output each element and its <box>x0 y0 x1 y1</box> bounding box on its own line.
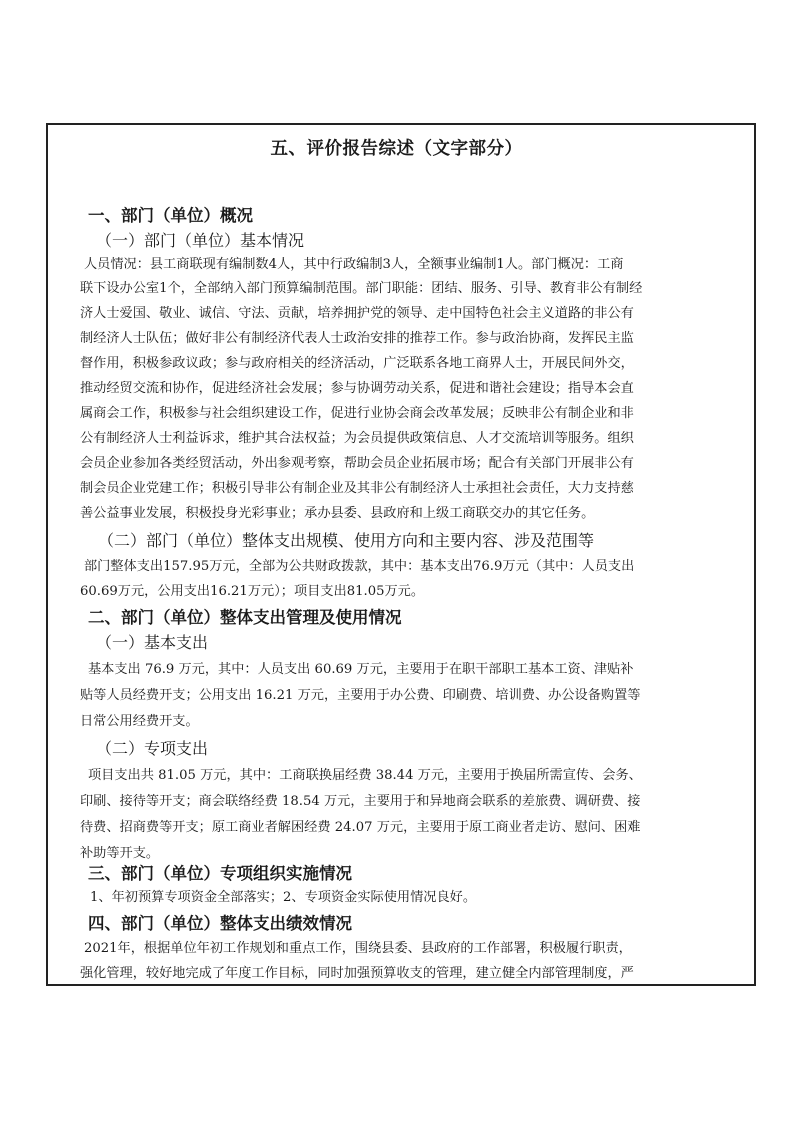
paragraph-line: 人员情况：县工商联现有编制数4人，其中行政编制3人，全额事业编制1人。部门概况：工商 <box>84 257 624 272</box>
paragraph-line: 善公益事业发展，积极投身光彩事业；承办县委、县政府和上级工商联交办的其它任务。 <box>80 506 595 521</box>
paragraph-line: 日常公用经费开支。 <box>80 714 199 729</box>
section-2-heading: 二、部门（单位）整体支出管理及使用情况 <box>88 608 402 627</box>
paragraph-line: 强化管理，较好地完成了年度工作目标，同时加强预算收支的管理，建立健全内部管理制度，严 <box>80 966 634 981</box>
paragraph-line: 济人士爱国、敬业、诚信、守法、贡献，培养拥护党的领导、走中国特色社会主义道路的非公有 <box>80 306 634 321</box>
paragraph-line: 60.69万元，公用支出16.21万元）；项目支出81.05万元。 <box>80 584 425 599</box>
paragraph-line: 基本支出 76.9 万元，其中：人员支出 60.69 万元，主要用于在职干部职工基本工资、津贴补 <box>88 662 634 677</box>
paragraph-line: 制经济人士队伍；做好非公有制经济代表人士政治安排的推荐工作。参与政治协商，发挥民主监 <box>80 331 634 346</box>
paragraph-line: 1、年初预算专项资金全部落实；2、专项资金实际使用情况良好。 <box>90 890 477 905</box>
section-2-1-heading: （一）基本支出 <box>96 633 209 652</box>
section-1-heading: 一、部门（单位）概况 <box>88 206 253 225</box>
paragraph-line: 补助等开支。 <box>80 846 160 861</box>
section-1-2-heading: （二）部门（单位）整体支出规模、使用方向和主要内容、涉及范围等 <box>98 531 595 550</box>
paragraph-line: 项目支出共 81.05 万元，其中：工商联换届经费 38.44 万元，主要用于换届所需宣传、会务、 <box>88 768 642 783</box>
section-3-heading: 三、部门（单位）专项组织实施情况 <box>88 864 352 883</box>
paragraph-line: 联下设办公室1个，全部纳入部门预算编制范围。部门职能：团结、服务、引导、教育非公有制经 <box>80 281 643 296</box>
paragraph-line: 部门整体支出157.95万元，全部为公共财政拨款，其中：基本支出76.9万元（其中：人员支出 <box>84 559 635 574</box>
section-1-1-heading: （一）部门（单位）基本情况 <box>96 231 305 250</box>
paragraph-line: 制会员企业党建工作；积极引导非公有制企业及其非公有制经济人士承担社会责任，大力支持慈 <box>80 481 634 496</box>
section-2-2-heading: （二）专项支出 <box>96 739 209 758</box>
paragraph-line: 公有制经济人士利益诉求，维护其合法权益；为会员提供政策信息、人才交流培训等服务。组织 <box>80 431 634 446</box>
paragraph-line: 贴等人员经费开支；公用支出 16.21 万元，主要用于办公费、印刷费、培训费、办公设备购置等 <box>80 688 641 703</box>
paragraph-line: 推动经贸交流和协作，促进经济社会发展；参与协调劳动关系，促进和谐社会建设；指导本会直 <box>80 381 634 396</box>
paragraph-line: 印刷、接待等开支；商会联络经费 18.54 万元，主要用于和异地商会联系的差旅费、调研费、接 <box>80 794 641 809</box>
paragraph-line: 2021年，根据单位年初工作规划和重点工作，围绕县委、县政府的工作部署，积极履行职责， <box>84 941 632 956</box>
section-4-heading: 四、部门（单位）整体支出绩效情况 <box>88 914 352 933</box>
paragraph-line: 待费、招商费等开支；原工商业者解困经费 24.07 万元，主要用于原工商业者走访、慰问、困难 <box>80 820 641 835</box>
paragraph-line: 属商会工作，积极参与社会组织建设工作，促进行业协会商会改革发展；反映非公有制企业和非 <box>80 406 634 421</box>
paragraph-line: 督作用，积极参政议政；参与政府相关的经济活动，广泛联系各地工商界人士，开展民间外交， <box>80 356 634 371</box>
paragraph-line: 会员企业参加各类经贸活动，外出参观考察，帮助会员企业拓展市场；配合有关部门开展非公有 <box>80 456 634 471</box>
page-title: 五、评价报告综述（文字部分） <box>270 139 523 159</box>
